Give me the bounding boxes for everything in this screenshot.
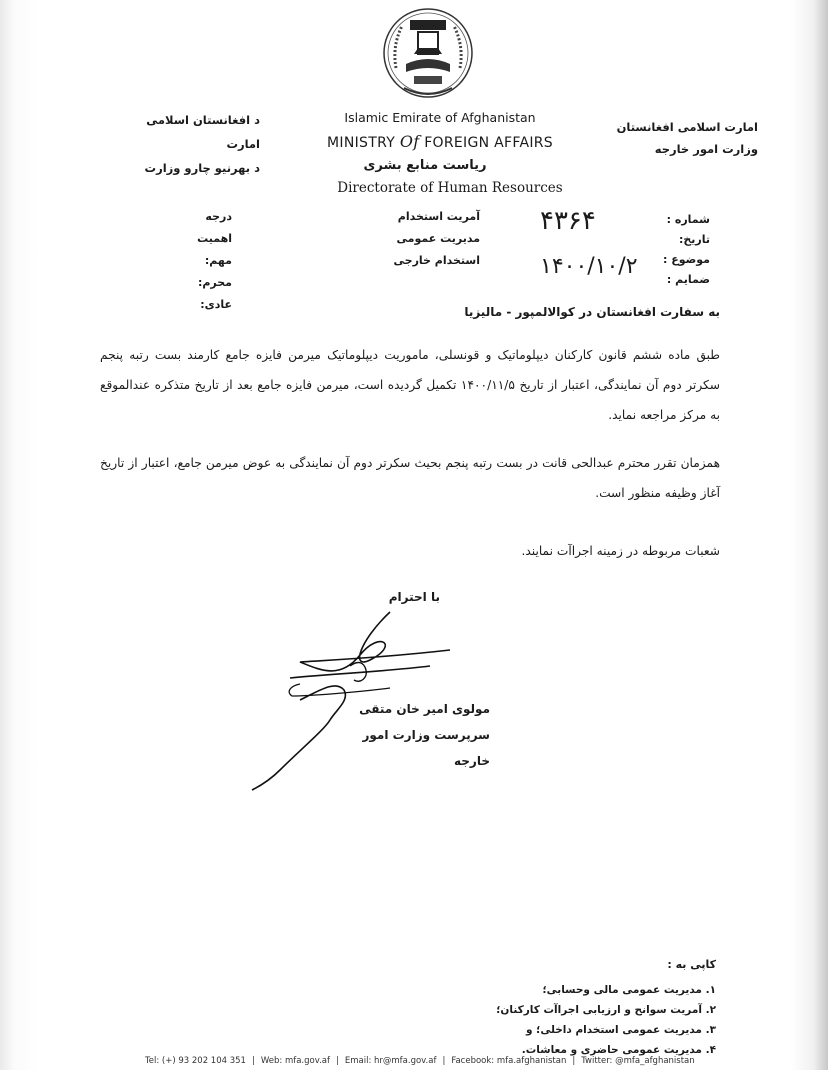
signer-title: سرپرست وزارت امور خارجه	[362, 728, 490, 768]
list-item: ۴. مدیریت عمومی حاضری و معاشات.	[521, 1044, 716, 1056]
page-edge-shadow	[814, 0, 828, 1070]
header-left-line1: د افغانستان اسلامی امارت	[146, 113, 260, 151]
footer-facebook: Facebook: mfa.afghanistan	[451, 1056, 567, 1066]
footer-twitter: Twitter: @mfa_afghanistan	[581, 1056, 695, 1066]
list-item: ۲. آمریت سوانح و ارزیابی اجراآت کارکنان؛	[496, 1004, 716, 1016]
subject-label: موضوع :	[663, 253, 710, 266]
office-block	[360, 206, 480, 272]
office-line2: مدیریت عمومی استخدام خارجی	[393, 232, 480, 267]
priority-normal: عادی:	[200, 298, 232, 311]
emblem-icon	[380, 6, 476, 104]
list-item: ۳. مدیریت عمومی استخدام داخلی؛ و	[525, 1024, 716, 1036]
list-item: ۱. مدیریت عمومی مالی وحسابی؛	[542, 984, 716, 996]
attachments-label: ضمایم :	[666, 273, 710, 286]
priority-confidential: محرم:	[197, 276, 232, 289]
signer-name: مولوی امیر خان متقی	[359, 702, 490, 716]
header-emirate-en: Islamic Emirate of Afghanistan	[344, 110, 536, 125]
meta-labels	[663, 210, 710, 290]
priority-important: مهم:	[204, 254, 232, 267]
date-label: تاریخ:	[678, 233, 710, 246]
header-right-block	[617, 116, 758, 160]
header-right-line1: امارت اسلامی افغانستان	[616, 120, 758, 134]
header-directorate-en: Directorate of Human Resources	[337, 180, 563, 196]
footer-tel: Tel: (+) 93 202 104 351	[145, 1056, 246, 1066]
handwritten-date: ۱۴۰۰/۱۰/۲	[540, 254, 638, 279]
handwritten-number: ۴۳۶۴	[540, 206, 596, 236]
footer-web: Web: mfa.gov.af	[260, 1056, 330, 1066]
header-left-block	[130, 108, 260, 180]
header-ministry-en: MINISTRY Of FOREIGN AFFAIRS	[327, 132, 553, 151]
priority-block	[170, 206, 232, 316]
addressee: به سفارت افغانستان در کوالالمپور - مالیزیا	[464, 305, 720, 319]
body-paragraph-2: همزمان تقرر محترم عبدالحی قانت در بست رتبه پنجم بحیث سکرتر دوم آن نمایندگی به عوض میرمن جامع، اعتبار از تاریخ آغاز وظیفه منظور است.	[100, 456, 720, 500]
signer-block	[330, 696, 490, 774]
header-directorate-fa: ریاست منابع بشری	[363, 158, 487, 173]
body-paragraph-3: شعبات مربوطه در زمینه اجراآت نمایند.	[521, 544, 720, 558]
number-label: شماره :	[666, 213, 710, 226]
copy-to-list	[496, 980, 716, 1060]
footer-email: Email: hr@mfa.gov.af	[344, 1056, 437, 1066]
regards: با احترام	[388, 590, 440, 604]
body-paragraph-1: طبق ماده ششم قانون کارکنان دیپلوماتیک و قونسلی، ماموریت دیپلوماتیک میرمن فایزه جامع کارمند بست رتبه پنجم سکرتر دوم آن نمایندگی، اعتبار از تاریخ ۱۴۰۰/۱۱/۵ تکمیل گردیده است، میرمن فایزه جامع بعد از تاریخ متذکره عندالموقع به مرکز مراجعه نماید.	[100, 348, 720, 422]
priority-title: درجه اهمیت	[197, 210, 232, 245]
header-right-line2: وزارت امور خارجه	[654, 142, 758, 156]
footer-contacts: Tel: (+) 93 202 104 351 | Web: mfa.gov.af | Email: hr@mfa.gov.af | Facebook: mfa.afghanistan | Twitter: @mfa_afghanistan	[145, 1056, 695, 1066]
header-left-line2: د بهرنیو چارو وزارت	[144, 161, 260, 175]
copy-to-title: کاپی به :	[667, 958, 716, 971]
office-line1: آمریت استخدام	[397, 210, 480, 223]
